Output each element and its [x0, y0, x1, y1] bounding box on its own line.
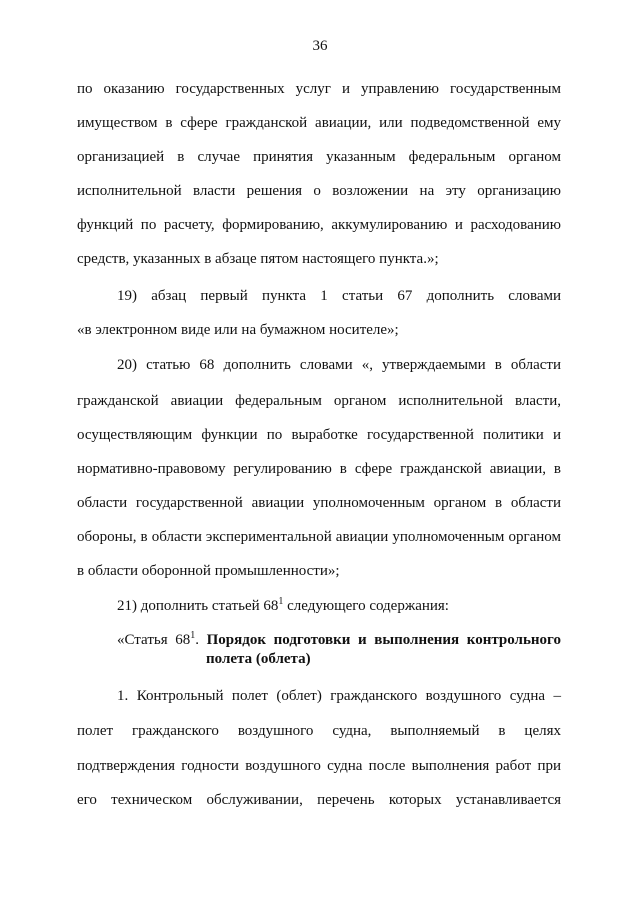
text-line: в области оборонной промышленности»; [77, 563, 340, 579]
article-title-line1: Порядок подготовки и выполнения контрольного [206, 632, 561, 648]
article-heading [117, 631, 561, 649]
article-prefix: «Статья 68 [117, 632, 191, 648]
item-21-line [117, 597, 561, 615]
article-title-line2: полета (облета) [206, 651, 311, 667]
item-21-sup: 1 [278, 596, 284, 607]
text-line: функций по расчету, формированию, аккумулированию и расходованию [77, 217, 561, 233]
page-number: 36 [312, 38, 328, 54]
text-line: обороны, в области экспериментальной авиации уполномоченным органом [77, 529, 561, 545]
text-line: нормативно-правовому регулированию в сфере гражданской авиации, в [77, 461, 561, 477]
text-line: полет гражданского воздушного судна, выполняемый в целях [77, 723, 561, 739]
text-line: исполнительной власти решения о возложении на эту организацию [77, 183, 561, 199]
text-line: гражданской авиации федеральным органом исполнительной власти, [77, 393, 561, 409]
item-19-line: 19) абзац первый пункта 1 статьи 67 дополнить словами [117, 288, 561, 304]
article-dot: . [195, 632, 199, 648]
text-line: области государственной авиации уполномоченным органом в области [77, 495, 561, 511]
text-line: имуществом в сфере гражданской авиации, или подведомственной ему [77, 115, 561, 131]
text-line: «в электронном виде или на бумажном носителе»; [77, 322, 399, 338]
para-1-line: 1. Контрольный полет (облет) гражданского воздушного судна – [117, 688, 561, 704]
text-line: организацией в случае принятия указанным федеральным органом [77, 149, 561, 165]
text-line: его техническом обслуживании, перечень которых устанавливается [77, 792, 561, 808]
article-sup: 1 [190, 630, 196, 641]
text-line: подтверждения годности воздушного судна после выполнения работ при [77, 758, 561, 774]
item-21-prefix: 21) дополнить статьей 68 [117, 598, 279, 614]
text-line: по оказанию государственных услуг и управлению государственным [77, 81, 561, 97]
item-20-line: 20) статью 68 дополнить словами «, утверждаемыми в области [117, 357, 561, 373]
text-line: осуществляющим функции по выработке государственной политики и [77, 427, 561, 443]
item-21-suffix: следующего содержания: [283, 598, 449, 614]
text-line: средств, указанных в абзаце пятом настоящего пункта.»; [77, 251, 439, 267]
